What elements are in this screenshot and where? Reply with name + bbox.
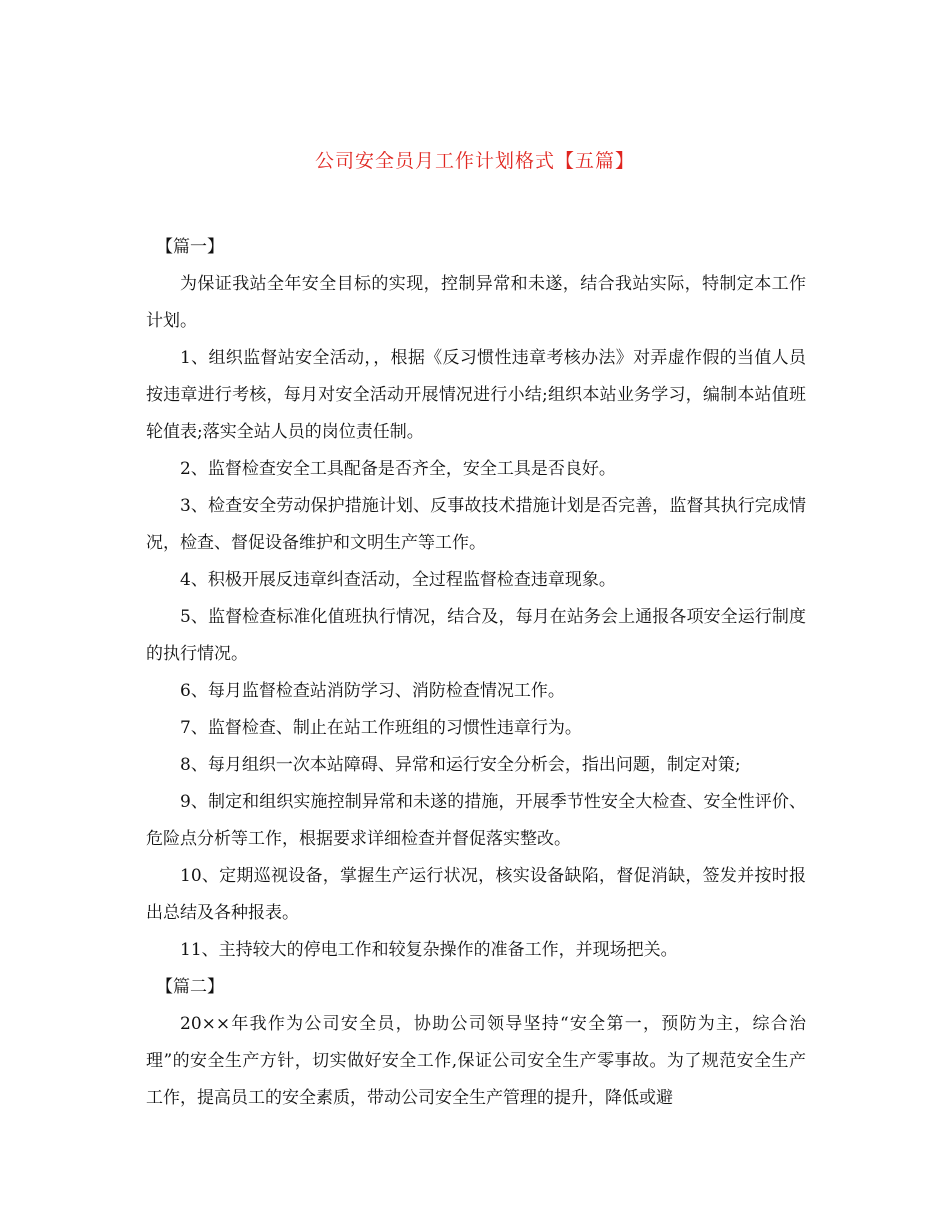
document-body <box>146 229 806 1117</box>
paragraph: 8、每月组织一次本站障碍、异常和运行安全分析会，指出问题，制定对策; <box>180 755 741 775</box>
paragraph: 20××年我作为公司安全员，协助公司领导坚持“安全第一，预防为主，综合治理”的安全生产方针，切实做好安全工作,保证公司安全生产零事故。为了规范安全生产工作，提高员工的安全素质，带动公司安全生产管理的提升，降低或避 <box>146 1014 806 1108</box>
document-title: 公司安全员月工作计划格式【五篇】 <box>314 150 635 172</box>
section-heading: 【篇二】 <box>156 977 224 997</box>
section-heading: 【篇一】 <box>156 237 224 257</box>
paragraph: 2、监督检查安全工具配备是否齐全，安全工具是否良好。 <box>180 459 616 479</box>
paragraph: 6、每月监督检查站消防学习、消防检查情况工作。 <box>180 681 565 701</box>
paragraph: 9、制定和组织实施控制异常和未遂的措施，开展季节性安全大检查、安全性评价、危险点分析等工作，根据要求详细检查并督促落实整改。 <box>146 792 806 849</box>
paragraph: 7、监督检查、制止在站工作班组的习惯性违章行为。 <box>180 718 582 738</box>
paragraph: 为保证我站全年安全目标的实现，控制异常和未遂，结合我站实际，特制定本工作计划。 <box>146 274 806 331</box>
paragraph: 3、检查安全劳动保护措施计划、反事故技术措施计划是否完善，监督其执行完成情况，检查、督促设备维护和文明生产等工作。 <box>146 496 806 553</box>
paragraph: 10、定期巡视设备，掌握生产运行状况，核实设备缺陷，督促消缺，签发并按时报出总结及各种报表。 <box>146 866 806 923</box>
paragraph: 1、组织监督站安全活动，，根据《反习惯性违章考核办法》对弄虚作假的当值人员按违章进行考核，每月对安全活动开展情况进行小结;组织本站业务学习，编制本站值班轮值表;落实全站人员的岗位责任制。 <box>146 348 806 442</box>
paragraph: 4、积极开展反违章纠查活动，全过程监督检查违章现象。 <box>180 570 616 590</box>
paragraph: 5、监督检查标准化值班执行情况，结合及，每月在站务会上通报各项安全运行制度的执行情况。 <box>146 607 806 664</box>
paragraph: 11、主持较大的停电工作和较复杂操作的准备工作，并现场把关。 <box>180 940 678 960</box>
